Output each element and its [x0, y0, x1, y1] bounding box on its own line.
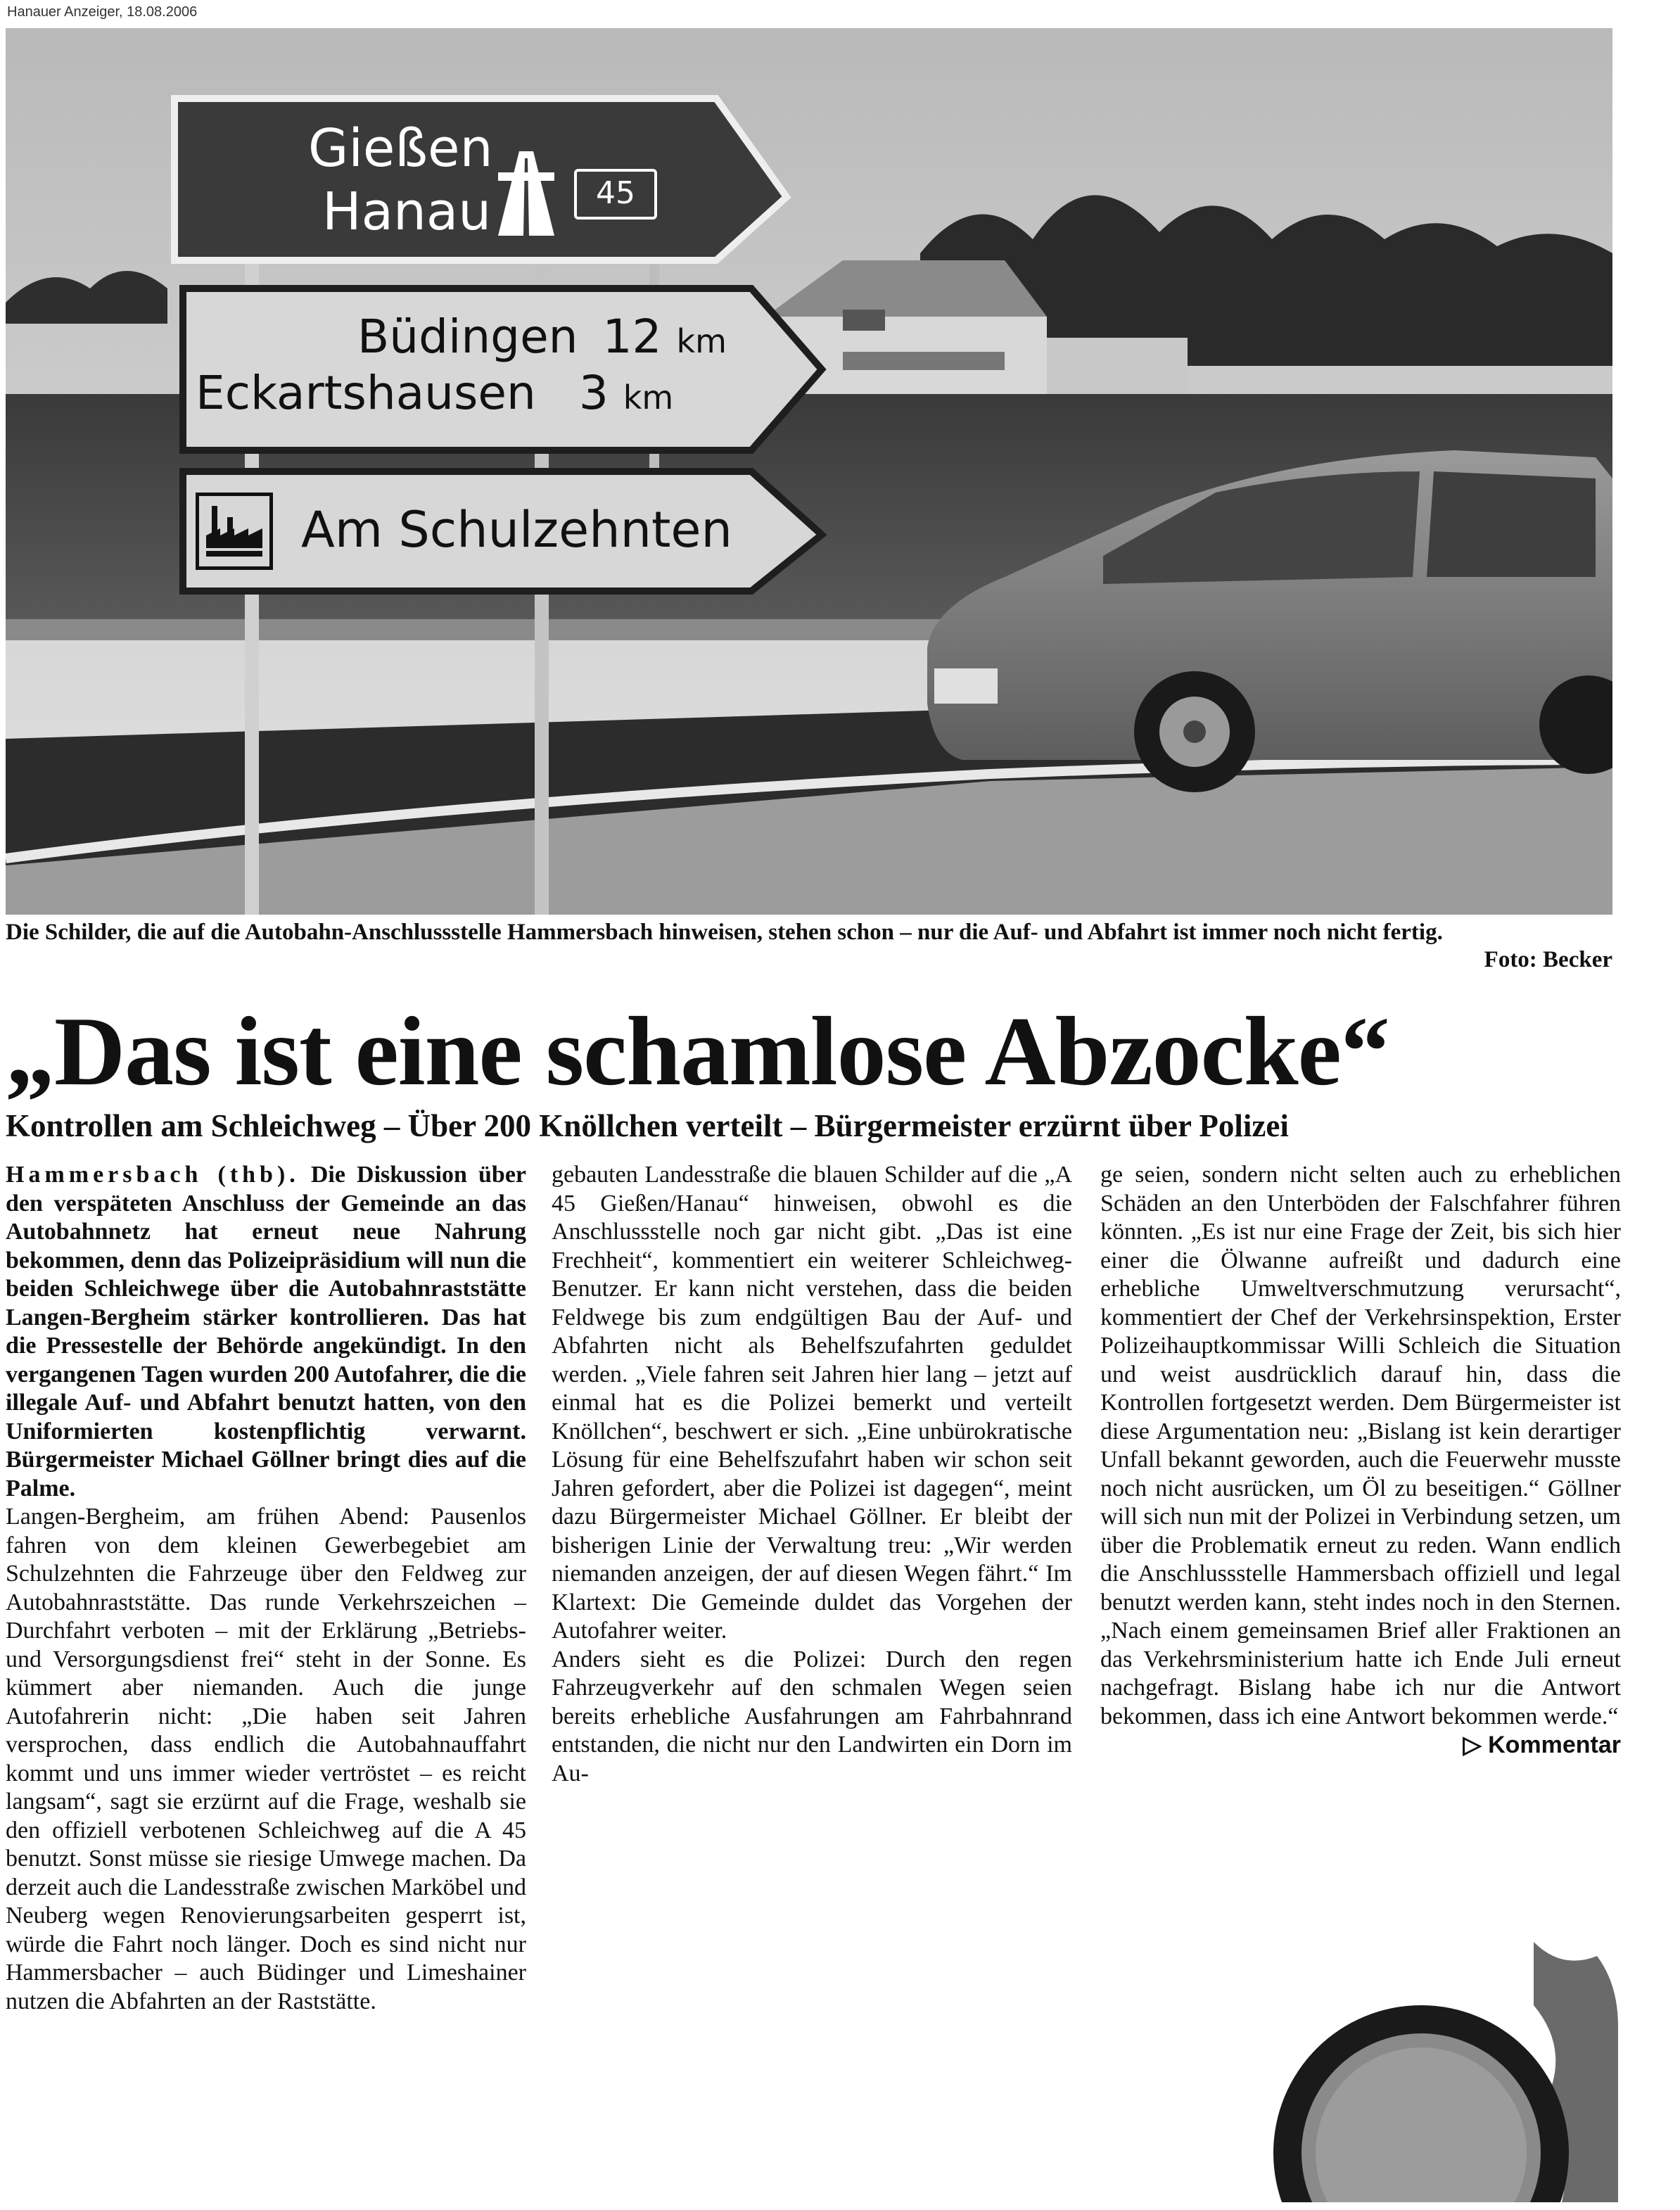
industry-icon [196, 493, 273, 570]
lead-text: Die Diskussion über den verspäteten Anschluss der Gemeinde an das Autobahnnetz hat erneut neue Nahrung bekommen, denn das Polizeipräsidium will nun die beiden Schleichwege über die Autobahnraststätte Langen-Bergheim stärker kontrollieren. Das hat die Pressestelle der Behörde angekündigt. In den vergangenen Tagen wurden 200 Autofahrer, die die illegale Auf- und Abfahrt benutzt hatten, von den Uniformierten kostenpflichtig verwarnt. Bürgermeister Michael Göllner bringt dies auf die Palme. [6, 1162, 526, 1501]
sign2-row2 [196, 366, 673, 420]
sign2-unit2: km [623, 379, 674, 417]
sign2-dist1: 12 [602, 310, 662, 364]
subheadline: Kontrollen am Schleichweg – Über 200 Knöllchen verteilt – Bürgermeister erzürnt über Polizei [6, 1108, 1289, 1143]
headline: „Das ist eine schamlose Abzocke“ [6, 997, 1389, 1106]
no-entry-sign-icon [1266, 1942, 1618, 2202]
sign1-line1: Gießen [308, 118, 493, 179]
sign2-place1: Büdingen [357, 310, 578, 364]
source-line: Hanauer Anzeiger, 18.08.2006 [7, 4, 198, 20]
article-column-3 [1100, 1161, 1621, 1760]
dateline: Hammersbach (thb). [6, 1162, 300, 1188]
article-lead [6, 1161, 526, 1503]
col3-body [1100, 1161, 1621, 1758]
sign2-dist2: 3 [578, 366, 609, 420]
sign2-row1 [357, 310, 727, 364]
road-number-badge [574, 169, 657, 220]
col2-paragraph-1: gebauten Landesstraße die blauen Schilder auf die „A 45 Gießen/Hanau“ hinweisen, obwohl es die Anschlussstelle noch gar nicht gibt. „Das ist eine Frechheit“, kommentiert ein weiterer Schleichweg-Benutzer. Er kann nicht verstehen, dass die beiden Feldwege bis zum endgültigen Bau der Auf- und Abfahrten nicht als Behelfszufahrten geduldet werden. „Viele fahren seit Jahren hier lang – jetzt auf einmal hat es die Polizei bemerkt und verteilt Knöllchen“, beschwert er sich. „Eine unbürokratische Lösung für eine Behelfszufahrt haben wir schon seit Jahren gefordert, aber die Polizei ist dagegen“, meint dazu Bürgermeister Michael Göllner. Er bleibt der bisherigen Linie der Verwaltung treu: „Wir werden niemanden anzeigen, der auf diesen Wegen fährt.“ Im Klartext: Die Gemeinde duldet das Vorgehen der Autofahrer weiter. [552, 1162, 1072, 1644]
kommentar-link[interactable]: ▷ Kommentar [1463, 1732, 1621, 1758]
photo-caption [6, 919, 1612, 972]
autobahn-icon [498, 151, 554, 236]
sign2-unit1: km [676, 322, 727, 360]
article-column-2 [552, 1161, 1072, 1788]
main-photo [6, 28, 1612, 915]
sign1-line2: Hanau [322, 182, 492, 242]
col2-paragraph-2: Anders sieht es die Polizei: Durch den regen Fahrzeugverkehr auf den schmalen Wegen seien bereits erhebliche Ausfahrungen am Fahrbahnrand entstanden, die nicht nur den Landwirten ein Dorn im Au- [552, 1646, 1072, 1786]
caption-text: Die Schilder, die auf die Autobahn-Anschlussstelle Hammersbach hinweisen, stehen schon – nur die Auf- und Abfahrt ist immer noch nicht fertig. [6, 920, 1443, 945]
col3-text: ge seien, sondern nicht selten auch zu erheblichen Schäden an den Unterböden der Falschfahrer führen könnten. „Es ist nur eine Frage der Zeit, bis sich hier einer die Ölwanne aufreißt und dadurch eine erhebliche Umweltverschmutzung verursacht“, kommentiert der Chef der Verkehrsinspektion, Erster Polizeihauptkommissar Willi Schleich die Situation und weist ausdrücklich darauf hin, dass die Kontrollen fortgesetzt werden. Dem Bürgermeister ist diese Argumentation neu: „Bislang ist kein derartiger Unfall bekannt geworden, auch die Feuerwehr musste noch nicht ausrücken, um Öl zu beseitigen.“ Göllner will sich nun mit der Polizei in Verbindung setzen, um über die Problematik erneut zu reden. Wann endlich die Anschlussstelle Hammersbach offiziell und legal benutzt werden kann, steht indes noch in den Sternen. „Nach einem gemeinsamen Brief aller Fraktionen an das Verkehrsministerium hatte ich Ende Juli erneut nachgefragt. Bislang habe ich nur die Antwort bekommen, dass ich eine Antwort bekommen werde.“ [1100, 1162, 1621, 1729]
sign2-place2: Eckartshausen [196, 366, 536, 420]
sign3-label: Am Schulzehnten [301, 501, 732, 559]
photo-credit: Foto: Becker [1484, 947, 1612, 972]
road-number: 45 [596, 175, 635, 211]
col1-body: Langen-Bergheim, am frühen Abend: Pausenlos fahren von dem kleinen Gewerbegebiet am Schulzehnten die Fahrzeuge über den Feldweg zur Autobahnraststätte. Das runde Verkehrszeichen – Durchfahrt verboten – mit der Erklärung „Betriebs- und Versorgungsdienst frei“ steht in der Sonne. Es kümmert aber niemanden. Auch die junge Autofahrerin nicht: „Die haben seit Jahren versprochen, dass endlich die Autobahnauffahrt kommt und uns immer wieder vertröstet – es reicht langsam“, sagt sie erzürnt auf die Frage, weshalb sie den offiziell verbotenen Schleichweg auf die A 45 benutzt. Sonst müsse sie riesige Umwege machen. Da derzeit auch die Landesstraße zwischen Marköbel und Neuberg wegen Renovierungsarbeiten gesperrt ist, würde die Fahrt noch länger. Doch es sind nicht nur Hammersbacher – auch Büdinger und Limeshainer nutzen die Abfahrten an der Raststätte. [6, 1504, 526, 2014]
article-column-1 [6, 1161, 526, 2016]
traffic-sign-photo [1266, 1942, 1618, 2202]
